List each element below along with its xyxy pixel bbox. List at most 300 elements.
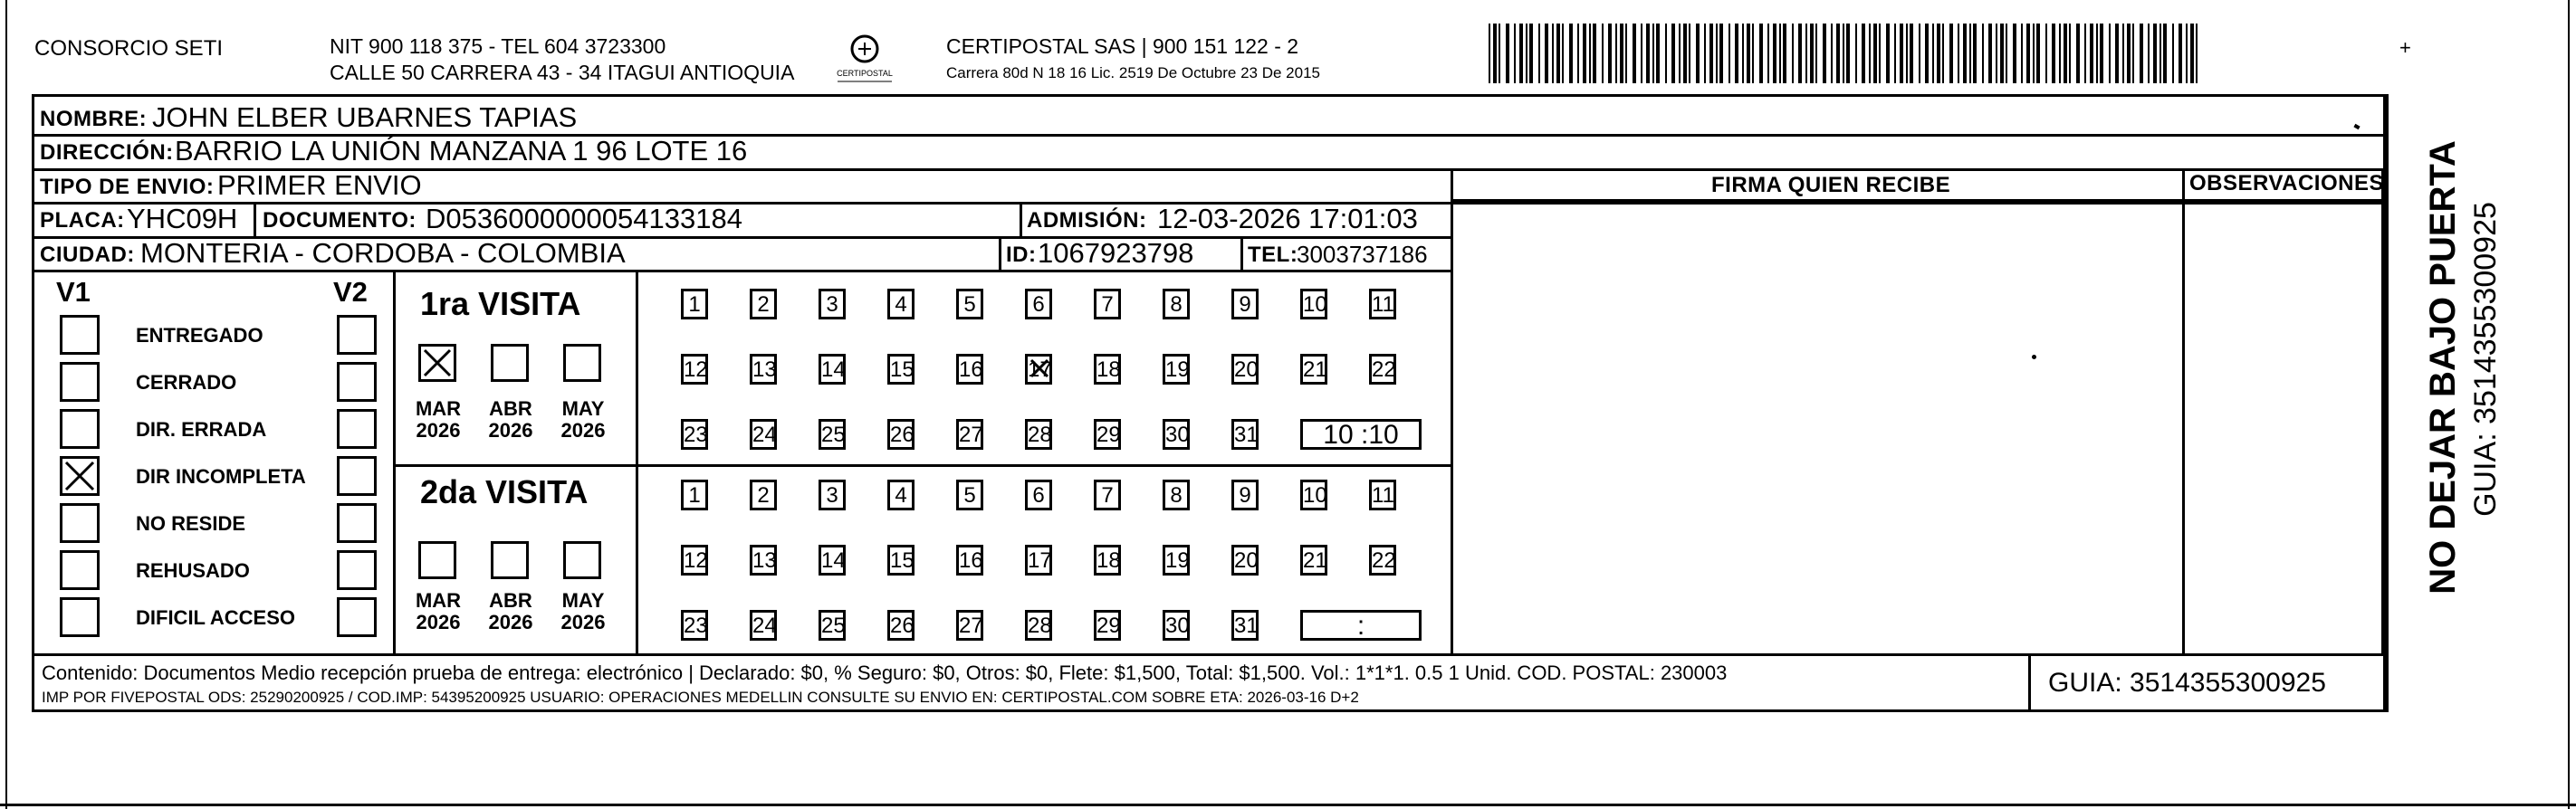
- day-number: 19: [1165, 548, 1190, 573]
- time-box[interactable]: 10 :10: [1300, 419, 1422, 450]
- day-box[interactable]: [1025, 289, 1052, 319]
- barcode-bar: [1562, 24, 1564, 83]
- barcode-bar: [2021, 24, 2023, 83]
- x-check-mark-icon: [1028, 357, 1053, 382]
- day-number: 20: [1234, 548, 1259, 573]
- day-box[interactable]: [1300, 289, 1327, 319]
- day-number: 6: [1032, 292, 1045, 317]
- barcode-bar: [1729, 24, 1730, 83]
- barcode-bar: [1973, 24, 1977, 83]
- day-box[interactable]: [1163, 289, 1190, 319]
- status-label: DIR INCOMPLETA: [136, 465, 306, 488]
- barcode-bar: [1716, 24, 1718, 83]
- nombre-value: JOHN ELBER UBARNES TAPIAS: [152, 101, 578, 133]
- barcode-bar: [1615, 24, 1617, 83]
- day-number: 10: [1303, 483, 1327, 508]
- barcode-bar: [2190, 24, 2194, 83]
- barcode-bar: [1937, 24, 1940, 83]
- barcode-bar: [1538, 24, 1540, 83]
- barcode-bar: [2163, 24, 2167, 83]
- day-box[interactable]: [750, 610, 777, 641]
- barcode-bar: [1988, 24, 1992, 83]
- status-label: NO RESIDE: [136, 512, 246, 535]
- tel-value: 3003737186: [1297, 241, 1428, 268]
- barcode-bar: [1696, 24, 1700, 83]
- month-name: MAY: [561, 589, 605, 612]
- barcode-bar: [2033, 24, 2035, 83]
- month-name: ABR: [489, 397, 532, 420]
- barcode-bar: [1779, 24, 1781, 83]
- status-label: CERRADO: [136, 371, 237, 394]
- day-box[interactable]: [1231, 419, 1259, 450]
- barcode-bar: [2084, 24, 2086, 83]
- day-number: 1: [688, 292, 701, 317]
- day-number: 20: [1234, 357, 1259, 382]
- v2-checkbox[interactable]: [337, 456, 377, 496]
- barcode-bar: [2115, 24, 2119, 83]
- day-number: 30: [1165, 423, 1190, 447]
- day-number: 3: [826, 292, 838, 317]
- month-label: [411, 398, 465, 442]
- day-number: 14: [821, 548, 846, 573]
- day-box[interactable]: [1369, 354, 1396, 385]
- day-number: 6: [1032, 483, 1045, 508]
- barcode-bar: [1963, 24, 1967, 83]
- firma-header: FIRMA QUIEN RECIBE: [1711, 173, 1951, 197]
- page-edge-right: [2568, 0, 2570, 809]
- v2-checkbox[interactable]: [337, 597, 377, 637]
- day-number: 16: [959, 357, 983, 382]
- day-box[interactable]: [1300, 354, 1327, 385]
- ink-dot: [2032, 355, 2036, 359]
- day-number: 24: [752, 614, 777, 638]
- day-box[interactable]: [1231, 354, 1259, 385]
- barcode-bar: [1583, 24, 1586, 83]
- v1-checkbox[interactable]: [60, 362, 100, 402]
- day-box[interactable]: [1025, 610, 1052, 641]
- month-label: [411, 590, 465, 633]
- day-box[interactable]: [1163, 419, 1190, 450]
- barcode-bar: [1689, 24, 1690, 83]
- barcode-bar: [1900, 24, 1903, 83]
- v2-checkbox[interactable]: [337, 550, 377, 590]
- day-number: 29: [1096, 423, 1121, 447]
- barcode-bar: [1735, 24, 1738, 83]
- barcode-bar: [2179, 24, 2182, 83]
- month-checkbox[interactable]: [563, 344, 601, 382]
- barcode-bar: [1810, 24, 1814, 83]
- day-number: 7: [1101, 483, 1114, 508]
- month-checkbox[interactable]: [491, 344, 529, 382]
- barcode-bar: [1641, 24, 1642, 83]
- day-number: 13: [752, 548, 777, 573]
- barcode-bar: [1879, 24, 1881, 83]
- day-number: 16: [959, 548, 983, 573]
- barcode-bar: [1894, 24, 1896, 83]
- barcode-bar: [1633, 24, 1636, 83]
- barcode-bar: [1886, 24, 1890, 83]
- barcode-bar: [1982, 24, 1984, 83]
- direccion-value: BARRIO LA UNIÓN MANZANA 1 96 LOTE 16: [175, 135, 748, 167]
- barcode-bar: [1932, 24, 1934, 83]
- barcode-bar: [1759, 24, 1763, 83]
- day-number: 27: [959, 423, 983, 447]
- barcode-bar: [2000, 24, 2004, 83]
- day-number: 9: [1239, 483, 1251, 508]
- plus-mark: +: [2399, 36, 2411, 59]
- day-number: 3: [826, 483, 838, 508]
- barcode-bar: [1969, 24, 1971, 83]
- day-number: 11: [1372, 483, 1394, 508]
- day-box[interactable]: [1163, 480, 1190, 510]
- day-box[interactable]: [819, 545, 846, 576]
- tipo-envio-value: PRIMER ENVIO: [217, 169, 422, 201]
- day-box[interactable]: [887, 545, 915, 576]
- day-number: 7: [1101, 292, 1114, 317]
- day-box[interactable]: [1025, 545, 1052, 576]
- day-number: 25: [821, 614, 846, 638]
- day-number: 8: [1170, 483, 1183, 508]
- barcode-bar: [2052, 24, 2055, 83]
- month-name: ABR: [489, 589, 532, 612]
- id-value: 1067923798: [1038, 237, 1194, 269]
- day-box[interactable]: [681, 354, 708, 385]
- v1-checkbox[interactable]: [60, 409, 100, 449]
- barcode-bar: [2064, 24, 2067, 83]
- day-box[interactable]: [887, 419, 915, 450]
- day-box[interactable]: [819, 419, 846, 450]
- barcode-bar: [2196, 24, 2198, 83]
- barcode-bar: [1773, 24, 1776, 83]
- day-box[interactable]: [681, 610, 708, 641]
- barcode-bar: [2059, 24, 2061, 83]
- certipostal-logo: [824, 29, 905, 92]
- month-name: MAR: [415, 397, 462, 420]
- barcode-bar: [1919, 24, 1920, 83]
- barcode-bar: [1671, 24, 1675, 83]
- barcode-bar: [1949, 24, 1953, 83]
- nombre-label: NOMBRE:: [40, 107, 148, 131]
- x-check-mark-icon: [421, 347, 455, 381]
- day-number: 26: [890, 614, 915, 638]
- day-number: 24: [752, 423, 777, 447]
- day-number: 21: [1303, 548, 1327, 573]
- day-number: 5: [963, 292, 976, 317]
- license-line: Carrera 80d N 18 16 Lic. 2519 De Octubre 23 De 2015: [946, 64, 1320, 81]
- day-box[interactable]: [819, 480, 846, 510]
- page-edge-left: [5, 0, 7, 809]
- barcode-bar: [1545, 24, 1548, 83]
- day-number: 14: [821, 357, 846, 382]
- barcode-bar: [1493, 24, 1497, 83]
- day-number: 4: [895, 292, 907, 317]
- month-year: 2026: [488, 611, 533, 634]
- v1-checkbox[interactable]: [60, 315, 100, 355]
- logo-icon: [824, 29, 905, 92]
- barcode: [1485, 20, 2209, 87]
- day-box[interactable]: [1163, 610, 1190, 641]
- day-number: 9: [1239, 292, 1251, 317]
- barcode-bar: [1620, 24, 1623, 83]
- observaciones-header: OBSERVACIONES: [2189, 171, 2384, 195]
- day-box[interactable]: [1025, 419, 1052, 450]
- day-box[interactable]: [1231, 545, 1259, 576]
- day-number: 2: [757, 292, 770, 317]
- day-box[interactable]: [887, 354, 915, 385]
- month-year: 2026: [416, 611, 461, 634]
- barcode-bar: [2172, 24, 2174, 83]
- day-box[interactable]: [750, 545, 777, 576]
- barcode-bar: [2109, 24, 2111, 83]
- v2-checkbox[interactable]: [337, 362, 377, 402]
- day-box[interactable]: [1094, 354, 1121, 385]
- day-box[interactable]: [956, 354, 983, 385]
- barcode-bar: [1556, 24, 1560, 83]
- barcode-bar: [1577, 24, 1579, 83]
- day-number: 22: [1372, 548, 1396, 573]
- barcode-bar: [1843, 24, 1844, 83]
- v1-checkbox[interactable]: [60, 597, 100, 637]
- barcode-bar: [1752, 24, 1754, 83]
- day-box[interactable]: [956, 289, 983, 319]
- second-visit-title: 2da VISITA: [420, 473, 589, 510]
- barcode-bar: [1652, 24, 1654, 83]
- barcode-bar: [1489, 24, 1490, 83]
- barcode-bar: [1589, 24, 1591, 83]
- placa-label: PLACA:: [40, 208, 125, 233]
- v2-checkbox[interactable]: [337, 315, 377, 355]
- barcode-bar: [1742, 24, 1744, 83]
- barcode-bar: [2045, 24, 2047, 83]
- barcode-bar: [2096, 24, 2098, 83]
- barcode-bar: [1815, 24, 1817, 83]
- page-edge-bottom: [0, 804, 2576, 806]
- barcode-bar: [2148, 24, 2150, 83]
- day-number: 15: [890, 548, 915, 573]
- nit-line: NIT 900 118 375 - TEL 604 3723300: [330, 34, 666, 58]
- barcode-bar: [2006, 24, 2007, 83]
- day-box[interactable]: [750, 354, 777, 385]
- barcode-bar: [1862, 24, 1865, 83]
- address-line: CALLE 50 CARRERA 43 - 34 ITAGUI ANTIOQUIA: [330, 61, 795, 84]
- barcode-bar: [2026, 24, 2030, 83]
- day-number: 29: [1096, 614, 1121, 638]
- barcode-bar: [1846, 24, 1850, 83]
- day-number: 28: [1028, 614, 1052, 638]
- day-box[interactable]: [887, 480, 915, 510]
- v1-checkbox[interactable]: [60, 503, 100, 543]
- v2-checkbox[interactable]: [337, 409, 377, 449]
- v2-checkbox[interactable]: [337, 503, 377, 543]
- x-check-mark-icon: [62, 459, 99, 495]
- day-number: 10: [1303, 292, 1327, 317]
- day-number: 17: [1028, 548, 1052, 573]
- barcode-bar: [1646, 24, 1650, 83]
- day-number: 27: [959, 614, 983, 638]
- barcode-bar: [1709, 24, 1713, 83]
- barcode-bar: [2069, 24, 2071, 83]
- status-label: DIR. ERRADA: [136, 418, 267, 441]
- day-box[interactable]: [819, 610, 846, 641]
- day-number: 13: [752, 357, 777, 382]
- barcode-bar: [2127, 24, 2131, 83]
- admision-value: 12-03-2026 17:01:03: [1157, 203, 1418, 234]
- day-number: 17: [1028, 357, 1052, 382]
- time-box[interactable]: :: [1300, 610, 1422, 641]
- day-box[interactable]: [1300, 480, 1327, 510]
- barcode-bar: [1519, 24, 1523, 83]
- barcode-bar: [2186, 24, 2188, 83]
- month-year: 2026: [560, 611, 606, 634]
- day-box[interactable]: [956, 545, 983, 576]
- placa-value: YHC09H: [127, 203, 238, 234]
- tipo-envio-label: TIPO DE ENVIO:: [40, 175, 215, 199]
- day-number: 19: [1165, 357, 1190, 382]
- day-number: 18: [1096, 548, 1121, 573]
- day-number: 4: [895, 483, 907, 508]
- barcode-bar: [2090, 24, 2093, 83]
- month-year: 2026: [488, 419, 533, 443]
- status-label: DIFICIL ACCESO: [136, 606, 296, 629]
- barcode-bar: [1665, 24, 1667, 83]
- imp-line: IMP POR FIVEPOSTAL ODS: 25290200925 / COD.IMP: 54395200925 USUARIO: OPERACIONES MEDELLIN CONSULTE SU ENVIO EN: CERTIPOSTAL.COM SOBRE ETA: 2026-03-16 D+2: [42, 689, 1359, 706]
- barcode-bar: [1514, 24, 1516, 83]
- day-box[interactable]: [750, 289, 777, 319]
- day-box[interactable]: [750, 419, 777, 450]
- month-checkbox[interactable]: [418, 541, 456, 579]
- day-box[interactable]: [1231, 480, 1259, 510]
- month-checkbox[interactable]: [491, 541, 529, 579]
- day-number: 23: [684, 423, 708, 447]
- barcode-bar: [2100, 24, 2103, 83]
- guia-footer: GUIA: 3514355300925: [2048, 668, 2326, 698]
- day-number: 25: [821, 423, 846, 447]
- v1-checkbox[interactable]: [60, 550, 100, 590]
- day-box[interactable]: [681, 480, 708, 510]
- day-box[interactable]: [956, 610, 983, 641]
- month-name: MAR: [415, 589, 462, 612]
- day-number: 31: [1234, 614, 1259, 638]
- status-label: REHUSADO: [136, 559, 250, 582]
- day-box[interactable]: [750, 480, 777, 510]
- day-box[interactable]: [1094, 289, 1121, 319]
- day-box[interactable]: [1300, 545, 1327, 576]
- barcode-bar: [1783, 24, 1786, 83]
- barcode-bar: [1831, 24, 1833, 83]
- no-dejar-bajo-puerta: NO DEJAR BAJO PUERTA: [2423, 140, 2463, 595]
- day-box[interactable]: [1025, 354, 1052, 385]
- month-year: 2026: [416, 419, 461, 443]
- barcode-bar: [1593, 24, 1596, 83]
- contenido-line: Contenido: Documentos Medio recepción prueba de entrega: electrónico | Declarado: $0, % Seguro: $0, Otros: $0, Flete: $1,500, Total: $1,500. Vol.: 1*1*1. 0.5 1 Unid. COD. POSTAL: 230003: [42, 661, 1728, 684]
- day-box[interactable]: [1231, 610, 1259, 641]
- barcode-bar: [1805, 24, 1807, 83]
- barcode-bar: [1656, 24, 1660, 83]
- ciudad-label: CIUDAD:: [40, 243, 135, 267]
- day-box[interactable]: [887, 289, 915, 319]
- month-name: MAY: [561, 397, 605, 420]
- day-number: 30: [1165, 614, 1190, 638]
- tel-label: TEL:: [1248, 243, 1298, 267]
- day-box[interactable]: [1094, 545, 1121, 576]
- day-box[interactable]: [956, 480, 983, 510]
- day-number: 15: [890, 357, 915, 382]
- barcode-bar: [1552, 24, 1554, 83]
- day-number: 18: [1096, 357, 1121, 382]
- day-box[interactable]: [681, 289, 708, 319]
- day-box[interactable]: [956, 419, 983, 450]
- documento-label: DOCUMENTO:: [263, 208, 417, 233]
- day-box[interactable]: [887, 610, 915, 641]
- barcode-bar: [2122, 24, 2124, 83]
- day-box[interactable]: [1163, 354, 1190, 385]
- day-box[interactable]: [819, 354, 846, 385]
- company-name: CONSORCIO SETI: [34, 36, 224, 61]
- first-visit-title: 1ra VISITA: [420, 285, 581, 322]
- id-label: ID:: [1006, 243, 1037, 267]
- barcode-bar: [1869, 24, 1871, 83]
- month-label: [484, 398, 538, 442]
- day-number: 31: [1234, 423, 1259, 447]
- barcode-bar: [1747, 24, 1750, 83]
- day-box[interactable]: [1163, 545, 1190, 576]
- month-label: [484, 590, 538, 633]
- barcode-bar: [2140, 24, 2143, 83]
- barcode-bar: [2036, 24, 2040, 83]
- day-box[interactable]: [819, 289, 846, 319]
- barcode-bar: [2132, 24, 2134, 83]
- v2-label: V2: [333, 276, 368, 308]
- day-number: 5: [963, 483, 976, 508]
- day-box[interactable]: [1369, 545, 1396, 576]
- day-box[interactable]: [1231, 289, 1259, 319]
- barcode-bar: [1704, 24, 1706, 83]
- day-box[interactable]: [1094, 480, 1121, 510]
- admision-label: ADMISIÓN:: [1027, 208, 1147, 233]
- month-checkbox[interactable]: [418, 344, 456, 382]
- side-guia: GUIA: 3514355300925: [2468, 202, 2503, 517]
- side-panel: [2398, 125, 2503, 623]
- month-checkbox[interactable]: [563, 541, 601, 579]
- barcode-bar: [1625, 24, 1627, 83]
- status-label: ENTREGADO: [136, 324, 263, 347]
- day-box[interactable]: [681, 419, 708, 450]
- day-box[interactable]: [1025, 480, 1052, 510]
- day-box[interactable]: [1369, 480, 1396, 510]
- barcode-bar: [2153, 24, 2157, 83]
- barcode-bar: [1798, 24, 1802, 83]
- barcode-bar: [2013, 24, 2016, 83]
- barcode-bar: [1906, 24, 1908, 83]
- day-box[interactable]: [1094, 419, 1121, 450]
- barcode-bar: [1767, 24, 1769, 83]
- month-year: 2026: [560, 419, 606, 443]
- day-box[interactable]: [1094, 610, 1121, 641]
- day-box[interactable]: [1369, 289, 1396, 319]
- v1-label: V1: [56, 276, 91, 308]
- carrier-line: CERTIPOSTAL SAS | 900 151 122 - 2: [946, 34, 1299, 58]
- barcode-bar: [1719, 24, 1723, 83]
- barcode-bar: [1679, 24, 1681, 83]
- day-number: 23: [684, 614, 708, 638]
- barcode-bar: [1855, 24, 1857, 83]
- barcode-bar: [1792, 24, 1794, 83]
- v1-checkbox[interactable]: [60, 456, 100, 496]
- day-number: 2: [757, 483, 770, 508]
- day-box[interactable]: [681, 545, 708, 576]
- barcode-bar: [1958, 24, 1959, 83]
- barcode-bar: [1873, 24, 1877, 83]
